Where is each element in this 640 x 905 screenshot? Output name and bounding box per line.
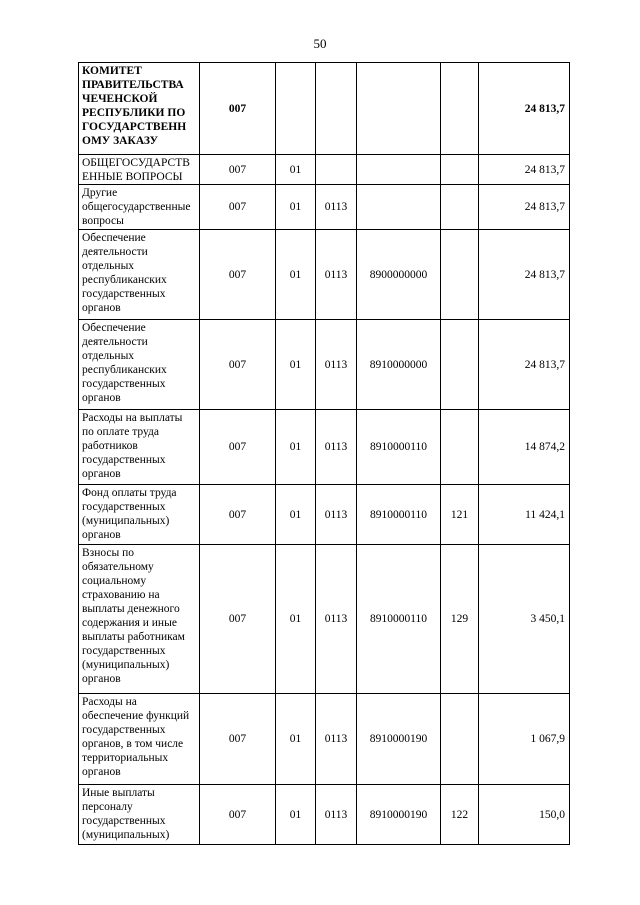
- table-row: [79, 320, 570, 410]
- table-row: [79, 694, 570, 785]
- row-name: Обеспечение деятельности отдельных республиканских государственных органов: [79, 230, 200, 320]
- row-expense-type-code: 129: [441, 545, 479, 694]
- row-amount: 24 813,7: [479, 320, 570, 410]
- row-section-code: 01: [276, 410, 316, 485]
- table-row: [79, 785, 570, 845]
- row-expense-type-code: [441, 63, 479, 155]
- row-amount: 24 813,7: [479, 155, 570, 185]
- row-ved-code: 007: [200, 185, 276, 230]
- row-expense-type-code: [441, 230, 479, 320]
- row-target-code: 8900000000: [357, 230, 441, 320]
- row-subsection-code: 0113: [316, 545, 357, 694]
- table-row: [79, 230, 570, 320]
- row-name: Расходы на выплаты по оплате труда работников государственных органов: [79, 410, 200, 485]
- row-name: Иные выплаты персоналу государственных (муниципальных): [79, 785, 200, 845]
- row-section-code: 01: [276, 185, 316, 230]
- table-row: [79, 485, 570, 545]
- row-ved-code: 007: [200, 785, 276, 845]
- row-name: Обеспечение деятельности отдельных республиканских государственных органов: [79, 320, 200, 410]
- table-row: [79, 63, 570, 155]
- row-amount: 11 424,1: [479, 485, 570, 545]
- row-amount: 1 067,9: [479, 694, 570, 785]
- row-target-code: [357, 155, 441, 185]
- row-target-code: 8910000110: [357, 485, 441, 545]
- row-section-code: 01: [276, 230, 316, 320]
- row-subsection-code: 0113: [316, 694, 357, 785]
- row-expense-type-code: 122: [441, 785, 479, 845]
- row-ved-code: 007: [200, 155, 276, 185]
- row-expense-type-code: [441, 410, 479, 485]
- row-section-code: 01: [276, 785, 316, 845]
- row-target-code: 8910000000: [357, 320, 441, 410]
- row-expense-type-code: [441, 694, 479, 785]
- row-subsection-code: 0113: [316, 185, 357, 230]
- budget-table: [78, 62, 570, 845]
- row-expense-type-code: [441, 320, 479, 410]
- row-target-code: 8910000190: [357, 785, 441, 845]
- row-target-code: [357, 185, 441, 230]
- row-amount: 150,0: [479, 785, 570, 845]
- row-section-code: 01: [276, 320, 316, 410]
- row-expense-type-code: [441, 185, 479, 230]
- row-subsection-code: 0113: [316, 785, 357, 845]
- table-row: [79, 185, 570, 230]
- row-subsection-code: [316, 63, 357, 155]
- row-target-code: 8910000110: [357, 545, 441, 694]
- row-amount: 24 813,7: [479, 63, 570, 155]
- row-expense-type-code: [441, 155, 479, 185]
- row-subsection-code: 0113: [316, 320, 357, 410]
- row-ved-code: 007: [200, 485, 276, 545]
- row-name: Взносы по обязательному социальному страхованию на выплаты денежного содержания и иные выплаты работникам государственных (муниципальных) органов: [79, 545, 200, 694]
- row-target-code: [357, 63, 441, 155]
- table-row: [79, 155, 570, 185]
- row-target-code: 8910000110: [357, 410, 441, 485]
- row-expense-type-code: 121: [441, 485, 479, 545]
- row-name: Другие общегосударственные вопросы: [79, 185, 200, 230]
- row-ved-code: 007: [200, 63, 276, 155]
- table-row: [79, 410, 570, 485]
- table-row: [79, 545, 570, 694]
- row-target-code: 8910000190: [357, 694, 441, 785]
- row-name: Фонд оплаты труда государственных (муниципальных) органов: [79, 485, 200, 545]
- row-subsection-code: 0113: [316, 410, 357, 485]
- row-ved-code: 007: [200, 694, 276, 785]
- row-ved-code: 007: [200, 545, 276, 694]
- row-amount: 24 813,7: [479, 230, 570, 320]
- row-section-code: 01: [276, 485, 316, 545]
- row-subsection-code: [316, 155, 357, 185]
- row-name: КОМИТЕТ ПРАВИТЕЛЬСТВА ЧЕЧЕНСКОЙ РЕСПУБЛИКИ ПО ГОСУДАРСТВЕНН ОМУ ЗАКАЗУ: [79, 63, 200, 155]
- row-section-code: 01: [276, 694, 316, 785]
- row-section-code: 01: [276, 155, 316, 185]
- row-amount: 14 874,2: [479, 410, 570, 485]
- row-ved-code: 007: [200, 320, 276, 410]
- page-number: 50: [313, 36, 327, 51]
- row-section-code: [276, 63, 316, 155]
- row-name: ОБЩЕГОСУДАРСТВ ЕННЫЕ ВОПРОСЫ: [79, 155, 200, 185]
- row-amount: 3 450,1: [479, 545, 570, 694]
- row-section-code: 01: [276, 545, 316, 694]
- row-ved-code: 007: [200, 230, 276, 320]
- row-name: Расходы на обеспечение функций государственных органов, в том числе территориальных органов: [79, 694, 200, 785]
- row-amount: 24 813,7: [479, 185, 570, 230]
- row-subsection-code: 0113: [316, 485, 357, 545]
- row-subsection-code: 0113: [316, 230, 357, 320]
- row-ved-code: 007: [200, 410, 276, 485]
